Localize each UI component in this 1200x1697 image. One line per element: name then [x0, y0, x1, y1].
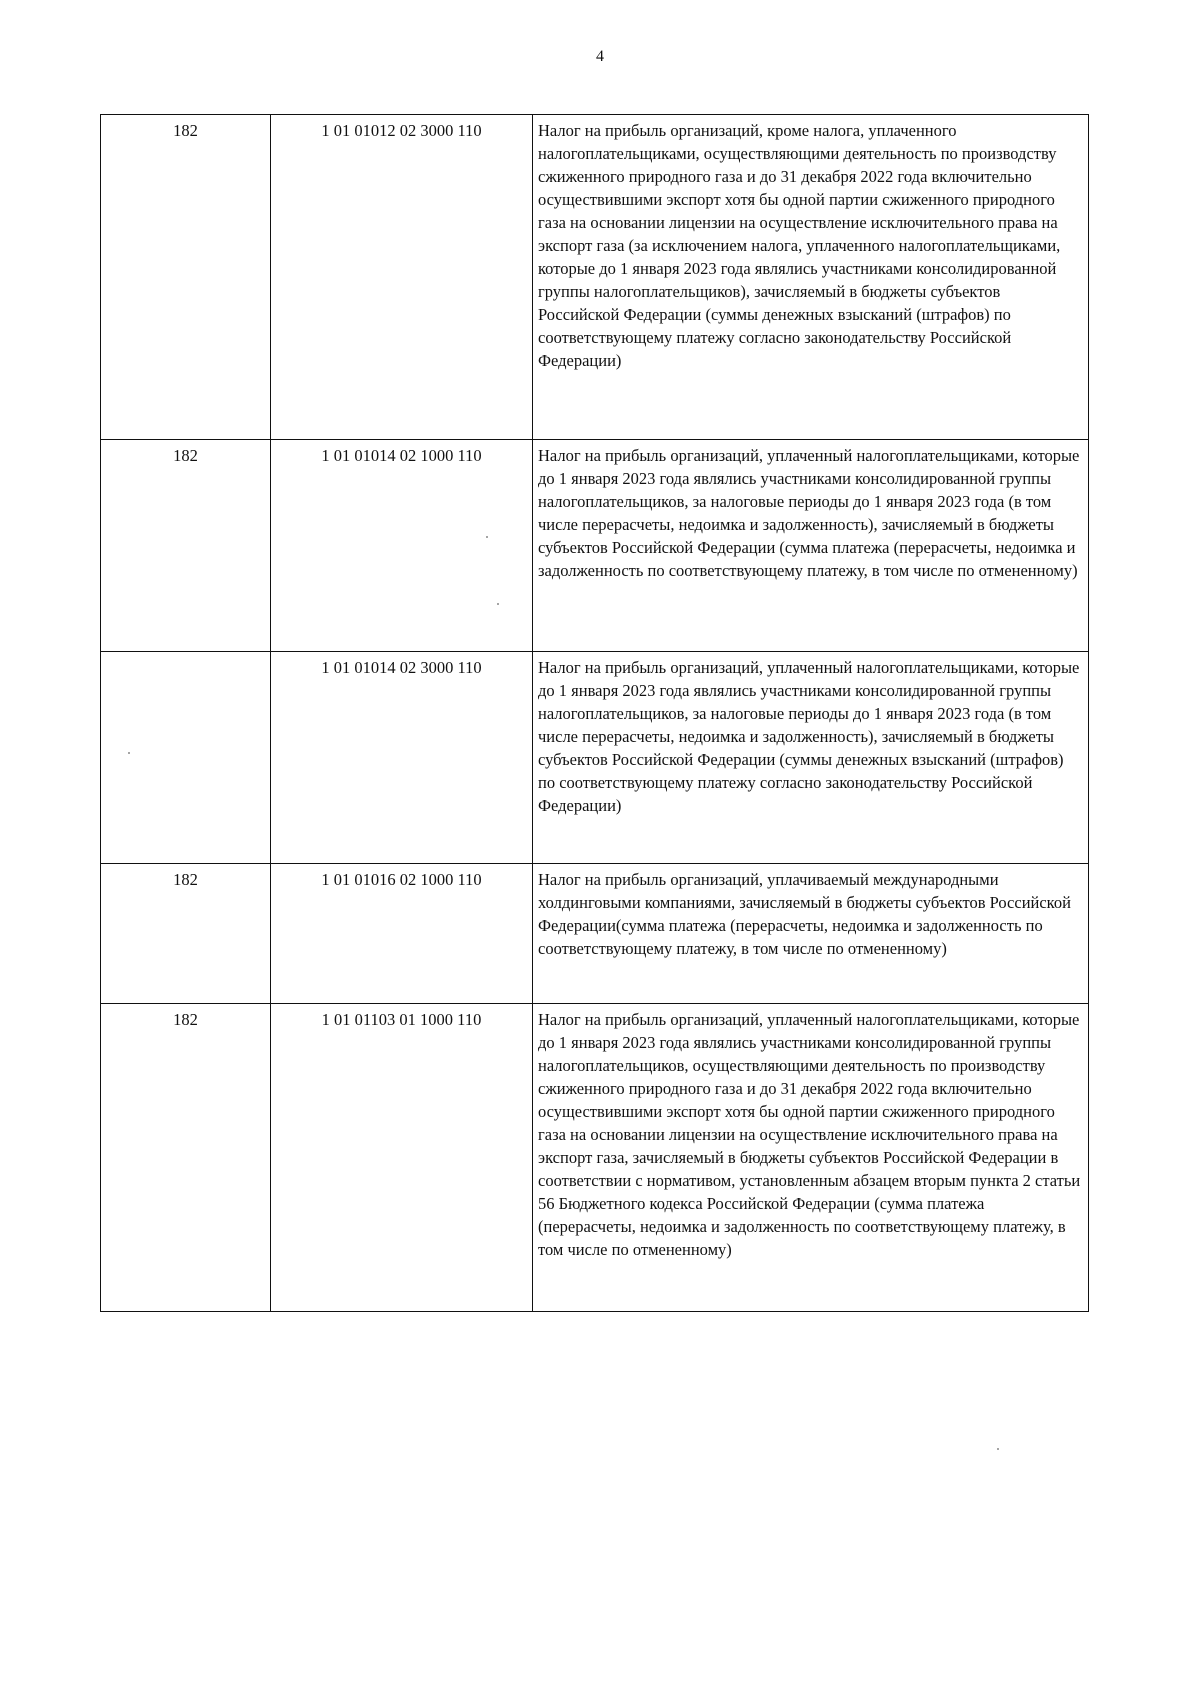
budget-classification-table [100, 114, 1089, 1312]
scan-speck [997, 1448, 999, 1450]
table-row [101, 440, 1089, 652]
revenue-name-cell: Налог на прибыль организаций, кроме налога, уплаченного налогоплательщиками, осуществляющими деятельность по производству сжиженного природного газа и до 31 декабря 2022 года включительно осуществившими экспорт хотя бы одной партии сжиженного природного газа на основании лицензии на осуществление исключительного права на экспорт газа (за исключением налога, уплаченного налогоплательщиками, которые до 1 января 2023 года являлись участниками консолидированной группы налогоплательщиков), зачисляемый в бюджеты субъектов Российской Федерации (суммы денежных взысканий (штрафов) по соответствующему платежу согласно законодательству Российской Федерации) [533, 115, 1089, 440]
kbk-cell: 1 01 01012 02 3000 110 [271, 115, 533, 440]
kbk-cell: 1 01 01014 02 3000 110 [271, 652, 533, 864]
table-row [101, 1004, 1089, 1312]
scan-speck [497, 603, 499, 605]
scan-speck [486, 536, 488, 538]
table-row [101, 115, 1089, 440]
admin-code-cell: 182 [101, 864, 271, 1004]
kbk-cell: 1 01 01103 01 1000 110 [271, 1004, 533, 1312]
page-number: 4 [596, 48, 604, 65]
scan-speck [128, 752, 130, 754]
kbk-cell: 1 01 01016 02 1000 110 [271, 864, 533, 1004]
admin-code-cell: 182 [101, 1004, 271, 1312]
revenue-name-cell: Налог на прибыль организаций, уплачиваемый международными холдинговыми компаниями, зачисляемый в бюджеты субъектов Российской Федерации(сумма платежа (перерасчеты, недоимка и задолженность по соответствующему платежу, в том числе по отмененному) [533, 864, 1089, 1004]
revenue-name-cell: Налог на прибыль организаций, уплаченный налогоплательщиками, которые до 1 января 2023 года являлись участниками консолидированной группы налогоплательщиков, за налоговые периоды до 1 января 2023 года (в том числе перерасчеты, недоимка и задолженность), зачисляемый в бюджеты субъектов Российской Федерации (суммы денежных взысканий (штрафов) по соответствующему платежу согласно законодательству Российской Федерации) [533, 652, 1089, 864]
kbk-cell: 1 01 01014 02 1000 110 [271, 440, 533, 652]
revenue-name-cell: Налог на прибыль организаций, уплаченный налогоплательщиками, которые до 1 января 2023 года являлись участниками консолидированной группы налогоплательщиков, осуществляющими деятельность по производству сжиженного природного газа и до 31 декабря 2022 года включительно осуществившими экспорт хотя бы одной партии сжиженного природного газа на основании лицензии на осуществление исключительного права на экспорт газа, зачисляемый в бюджеты субъектов Российской Федерации в соответствии с нормативом, установленным абзацем вторым пункта 2 статьи 56 Бюджетного кодекса Российской Федерации (сумма платежа (перерасчеты, недоимка и задолженность по соответствующему платежу, в том числе по отмененному) [533, 1004, 1089, 1312]
admin-code-cell [101, 652, 271, 864]
revenue-name-cell: Налог на прибыль организаций, уплаченный налогоплательщиками, которые до 1 января 2023 года являлись участниками консолидированной группы налогоплательщиков, за налоговые периоды до 1 января 2023 года (в том числе перерасчеты, недоимка и задолженность), зачисляемый в бюджеты субъектов Российской Федерации (сумма платежа (перерасчеты, недоимка и задолженность по соответствующему платежу, в том числе по отмененному) [533, 440, 1089, 652]
admin-code-cell: 182 [101, 115, 271, 440]
table-row [101, 864, 1089, 1004]
admin-code-cell: 182 [101, 440, 271, 652]
table-row [101, 652, 1089, 864]
